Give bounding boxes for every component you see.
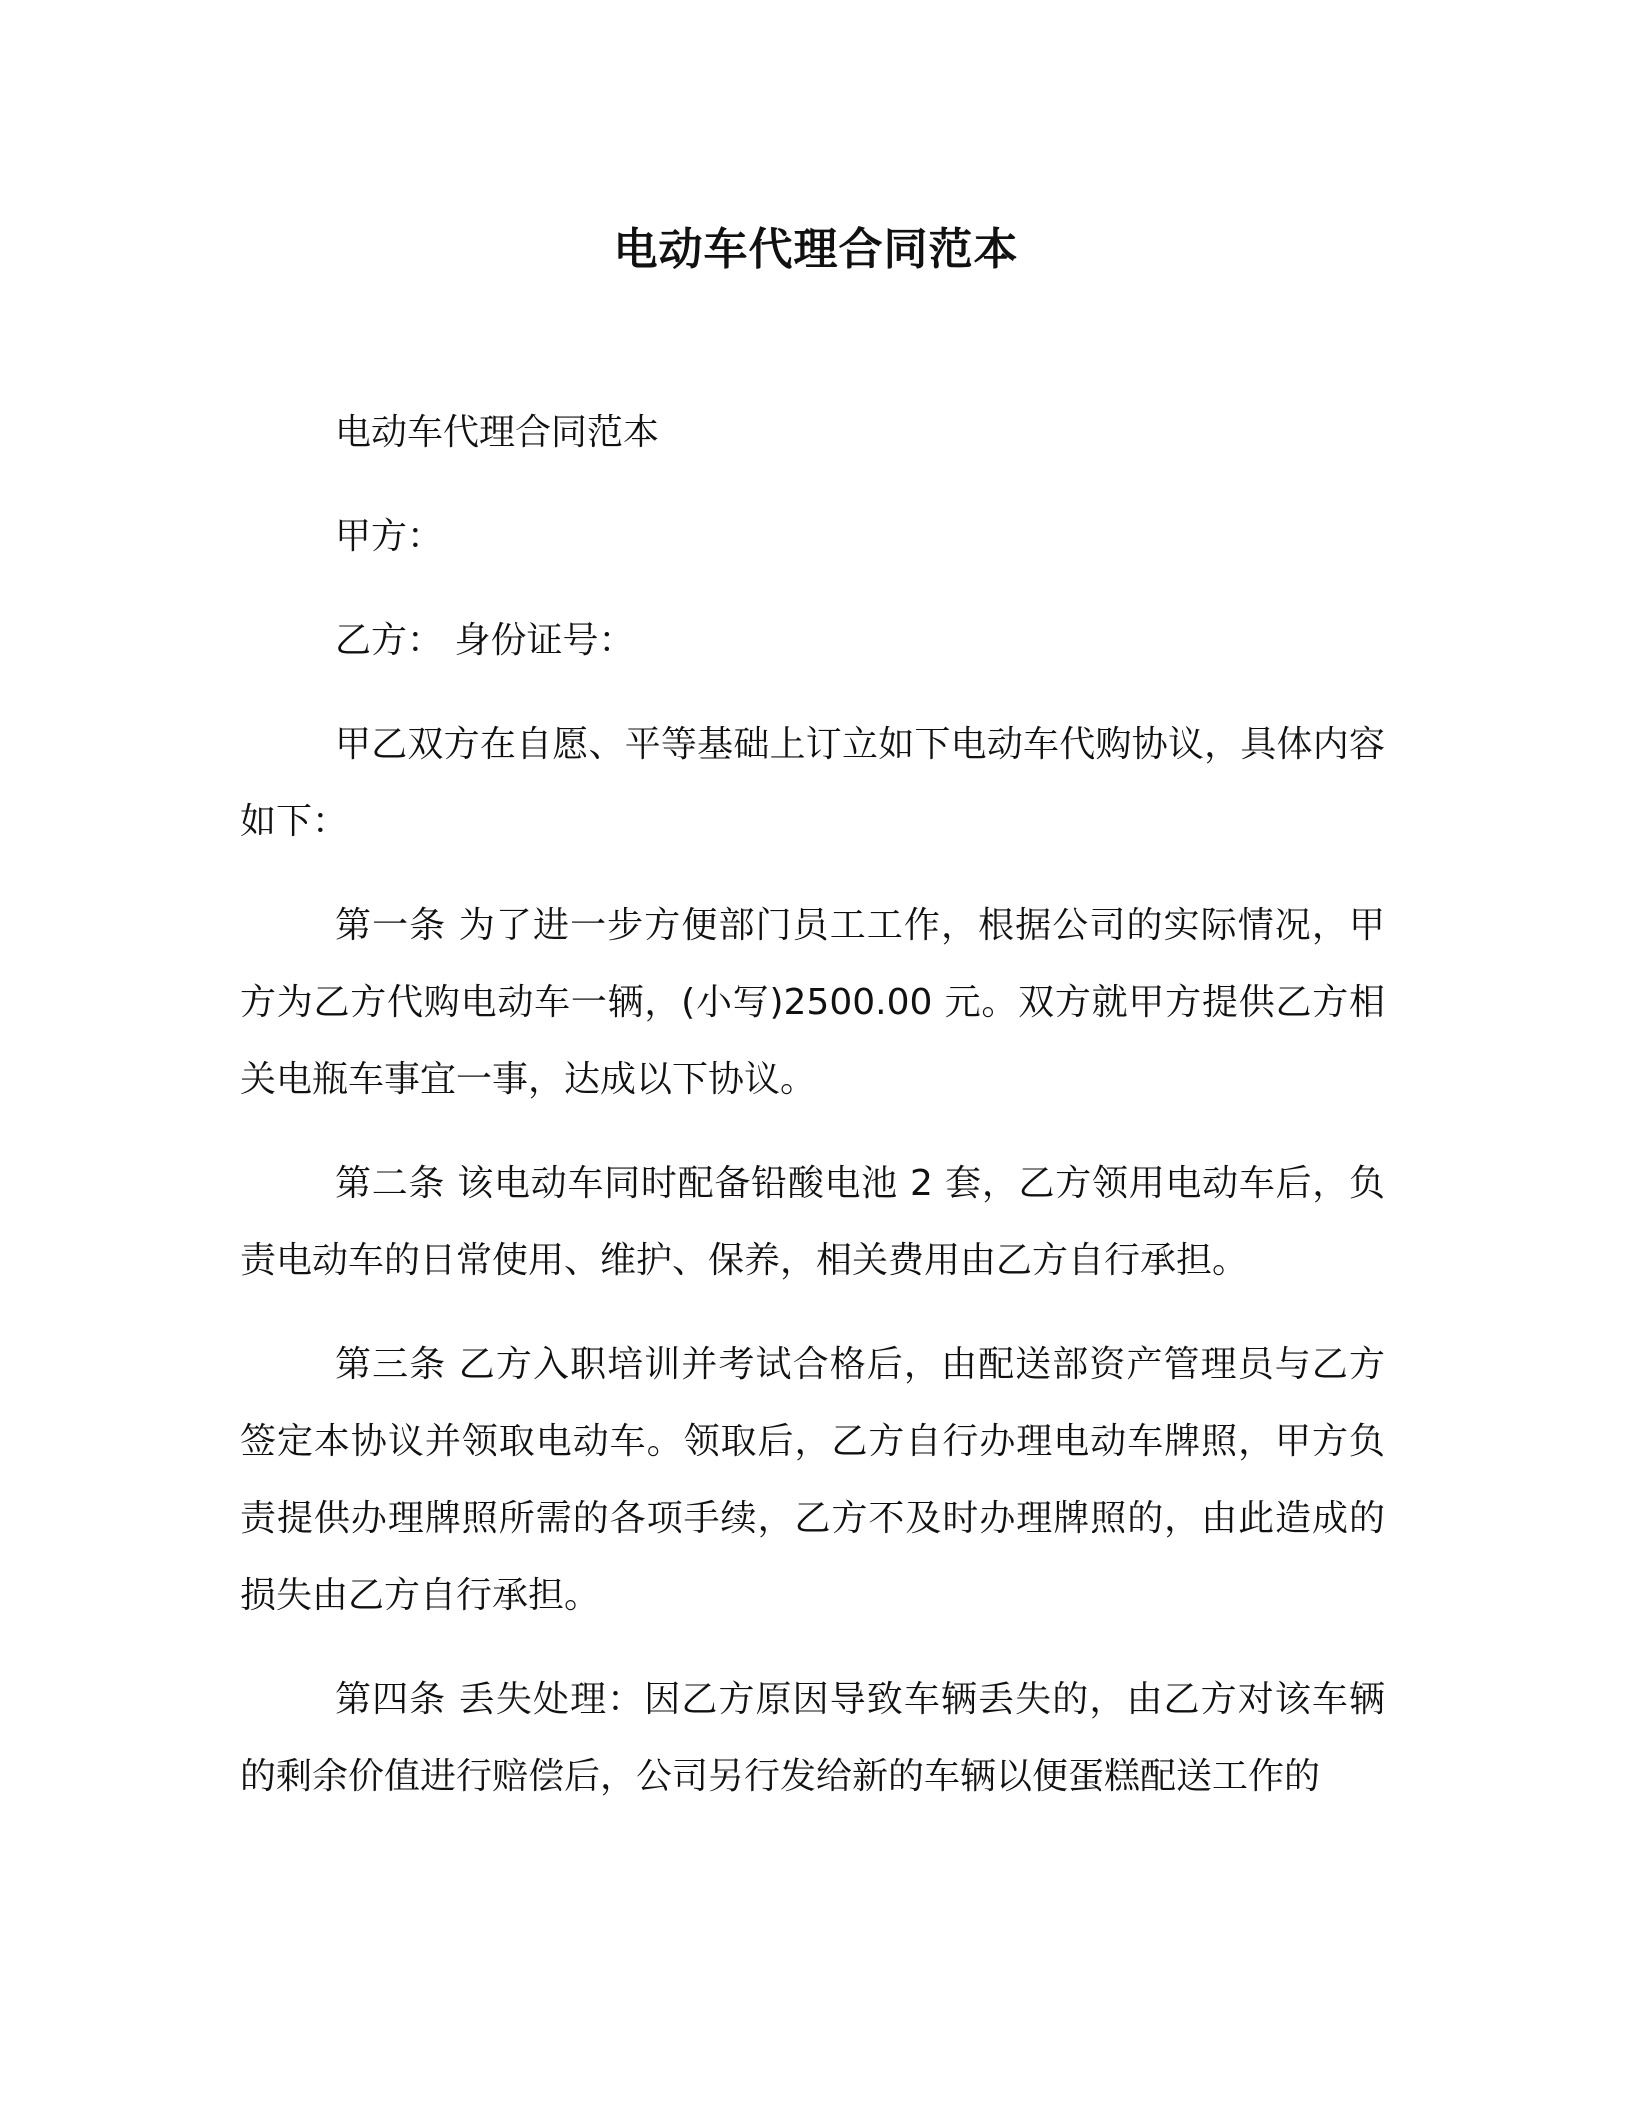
document-title: 电动车代理合同范本 xyxy=(613,224,1019,275)
paragraph-article-3: 第三条 乙方入职培训并考试合格后，由配送部资产管理员与乙方签定本协议并领取电动车。领取后，乙方自行办理电动车牌照，甲方负责提供办理牌照所需的各项手续，乙方不及时办理牌照的，由此造成的损失由乙方自行承担。 xyxy=(240,1344,1385,1616)
paragraph-party-a: 甲方： xyxy=(335,516,444,557)
document-body xyxy=(240,394,1385,1842)
paragraph-article-1: 第一条 为了进一步方便部门员工工作，根据公司的实际情况，甲方为乙方代购电动车一辆，(小写)2500.00 元。双方就甲方提供乙方相关电瓶车事宜一事，达成以下协议。 xyxy=(240,905,1385,1100)
paragraph-article-2: 第二条 该电动车同时配备铅酸电池 2 套，乙方领用电动车后，负责电动车的日常使用、维护、保养，相关费用由乙方自行承担。 xyxy=(240,1163,1385,1281)
paragraph-heading: 电动车代理合同范本 xyxy=(335,412,660,453)
paragraph-article-4: 第四条 丢失处理：因乙方原因导致车辆丢失的，由乙方对该车辆的剩余价值进行赔偿后，公司另行发给新的车辆以便蛋糕配送工作的 xyxy=(240,1679,1385,1797)
paragraph-intro: 甲乙双方在自愿、平等基础上订立如下电动车代购协议，具体内容如下： xyxy=(240,724,1385,842)
paragraph-party-b: 乙方： 身份证号： xyxy=(335,620,635,661)
